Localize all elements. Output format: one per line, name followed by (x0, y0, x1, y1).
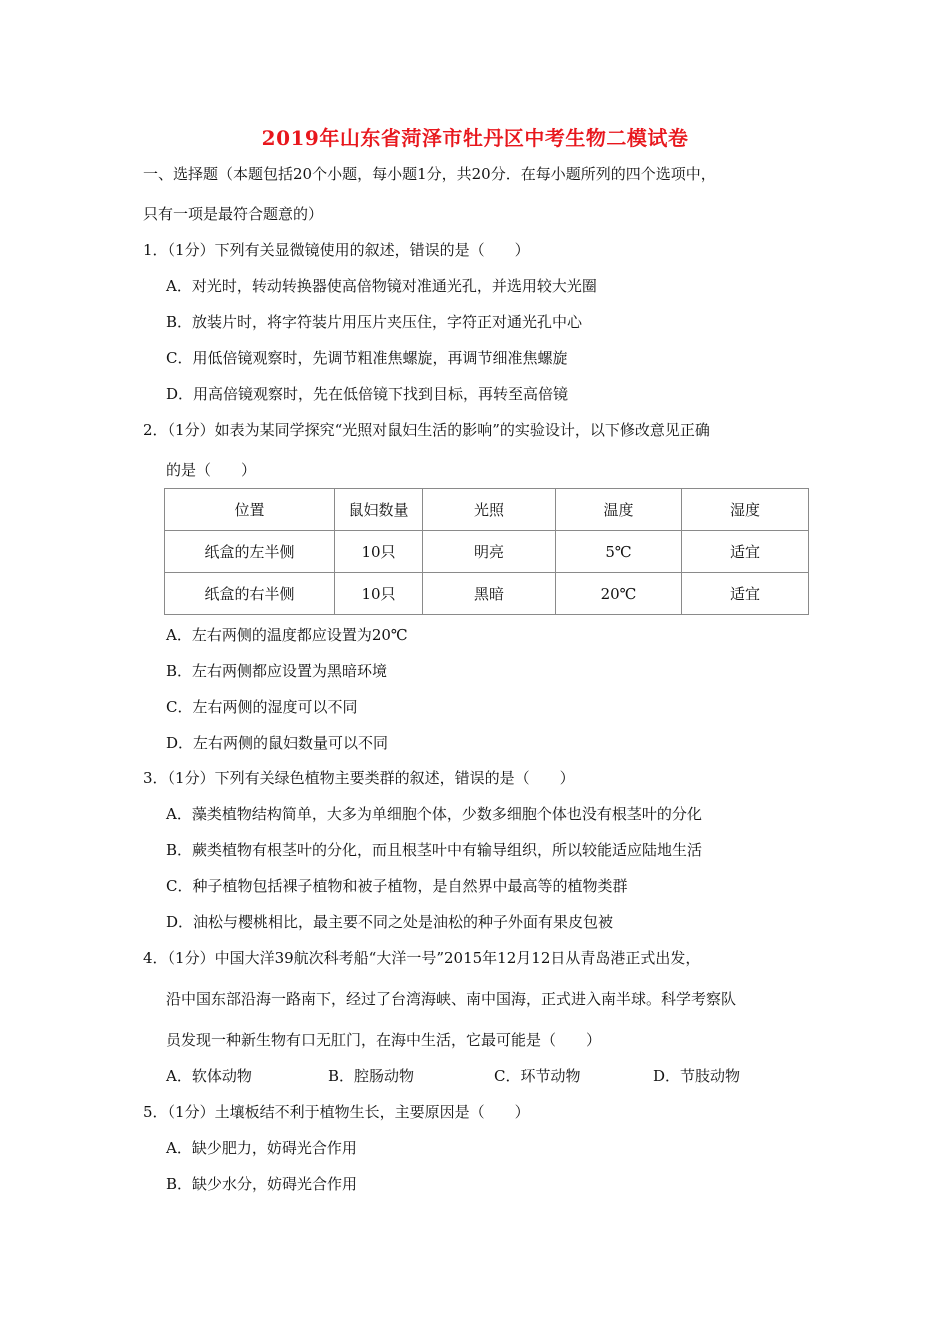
question-4-option-c: C．环节动物 (494, 1067, 581, 1085)
table-cell: 黑暗 (423, 573, 556, 615)
question-2-option-a: A．左右两侧的温度都应设置为20℃ (166, 626, 408, 644)
question-5-stem: 5．（1分）土壤板结不利于植物生长，主要原因是（ ） (143, 1103, 530, 1121)
table-cell: 10只 (335, 531, 423, 573)
question-4-option-d: D．节肢动物 (653, 1067, 741, 1085)
question-2-option-b: B．左右两侧都应设置为黑暗环境 (166, 662, 388, 680)
table-cell: 20℃ (556, 573, 682, 615)
question-1-option-b: B．放装片时，将字符装片用压片夹压住，字符正对通光孔中心 (166, 313, 583, 331)
section-heading-line-2: 只有一项是最符合题意的） (143, 205, 324, 223)
table-cell: 5℃ (556, 531, 682, 573)
question-2-stem-line-1: 2．（1分）如表为某同学探究“光照对鼠妇生活的影响”的实验设计，以下修改意见正确 (143, 421, 710, 439)
question-2-option-d: D．左右两侧的鼠妇数量可以不同 (166, 734, 389, 752)
question-5-option-b: B．缺少水分，妨碍光合作用 (166, 1175, 358, 1193)
question-4-stem-line-2: 沿中国东部沿海一路南下，经过了台湾海峡、南中国海，正式进入南半球。科学考察队 (166, 990, 737, 1008)
question-3-option-d: D．油松与樱桃相比，最主要不同之处是油松的种子外面有果皮包被 (166, 913, 614, 931)
table-cell: 适宜 (682, 573, 809, 615)
document-title: 2019年山东省菏泽市牡丹区中考生物二模试卷 (261, 126, 689, 150)
question-1-stem: 1．（1分）下列有关显微镜使用的叙述，错误的是（ ） (143, 241, 530, 259)
table-cell: 明亮 (423, 531, 556, 573)
question-3-option-a: A．藻类植物结构简单，大多为单细胞个体，少数多细胞个体也没有根茎叶的分化 (166, 805, 702, 823)
question-4-stem-line-1: 4．（1分）中国大洋39航次科考船“大洋一号”2015年12月12日从青岛港正式出发， (143, 949, 701, 967)
table-row (165, 531, 809, 573)
section-heading-line-1: 一、选择题（本题包括20个小题，每小题1分，共20分．在每小题所列的四个选项中， (143, 165, 716, 183)
table-cell: 适宜 (682, 531, 809, 573)
question-4-option-a: A．软体动物 (166, 1067, 252, 1085)
question-2-stem-line-2: 的是（ ） (166, 461, 257, 479)
table-cell: 纸盒的左半侧 (165, 531, 335, 573)
table-cell: 纸盒的右半侧 (165, 573, 335, 615)
table-header-cell: 湿度 (682, 489, 809, 531)
table-header-cell: 温度 (556, 489, 682, 531)
question-4-option-b: B．腔肠动物 (328, 1067, 415, 1085)
table-header-cell: 鼠妇数量 (335, 489, 423, 531)
question-1-option-a: A．对光时，转动转换器使高倍物镜对准通光孔，并选用较大光圈 (166, 277, 597, 295)
question-3-option-c: C．种子植物包括裸子植物和被子植物，是自然界中最高等的植物类群 (166, 877, 628, 895)
question-1-option-c: C．用低倍镜观察时，先调节粗准焦螺旋，再调节细准焦螺旋 (166, 349, 568, 367)
question-3-option-b: B．蕨类植物有根茎叶的分化，而且根茎叶中有输导组织，所以较能适应陆地生活 (166, 841, 703, 859)
table-row (165, 573, 809, 615)
question-1-option-d: D．用高倍镜观察时，先在低倍镜下找到目标，再转至高倍镜 (166, 385, 569, 403)
question-5-option-a: A．缺少肥力，妨碍光合作用 (166, 1139, 357, 1157)
table-header-row (165, 489, 809, 531)
table-header-cell: 位置 (165, 489, 335, 531)
table-cell: 10只 (335, 573, 423, 615)
question-3-stem: 3．（1分）下列有关绿色植物主要类群的叙述，错误的是（ ） (143, 769, 575, 787)
question-2-option-c: C．左右两侧的湿度可以不同 (166, 698, 358, 716)
question-4-stem-line-3: 员发现一种新生物有口无肛门，在海中生活，它最可能是（ ） (166, 1031, 602, 1049)
experiment-table (164, 488, 809, 615)
table-header-cell: 光照 (423, 489, 556, 531)
